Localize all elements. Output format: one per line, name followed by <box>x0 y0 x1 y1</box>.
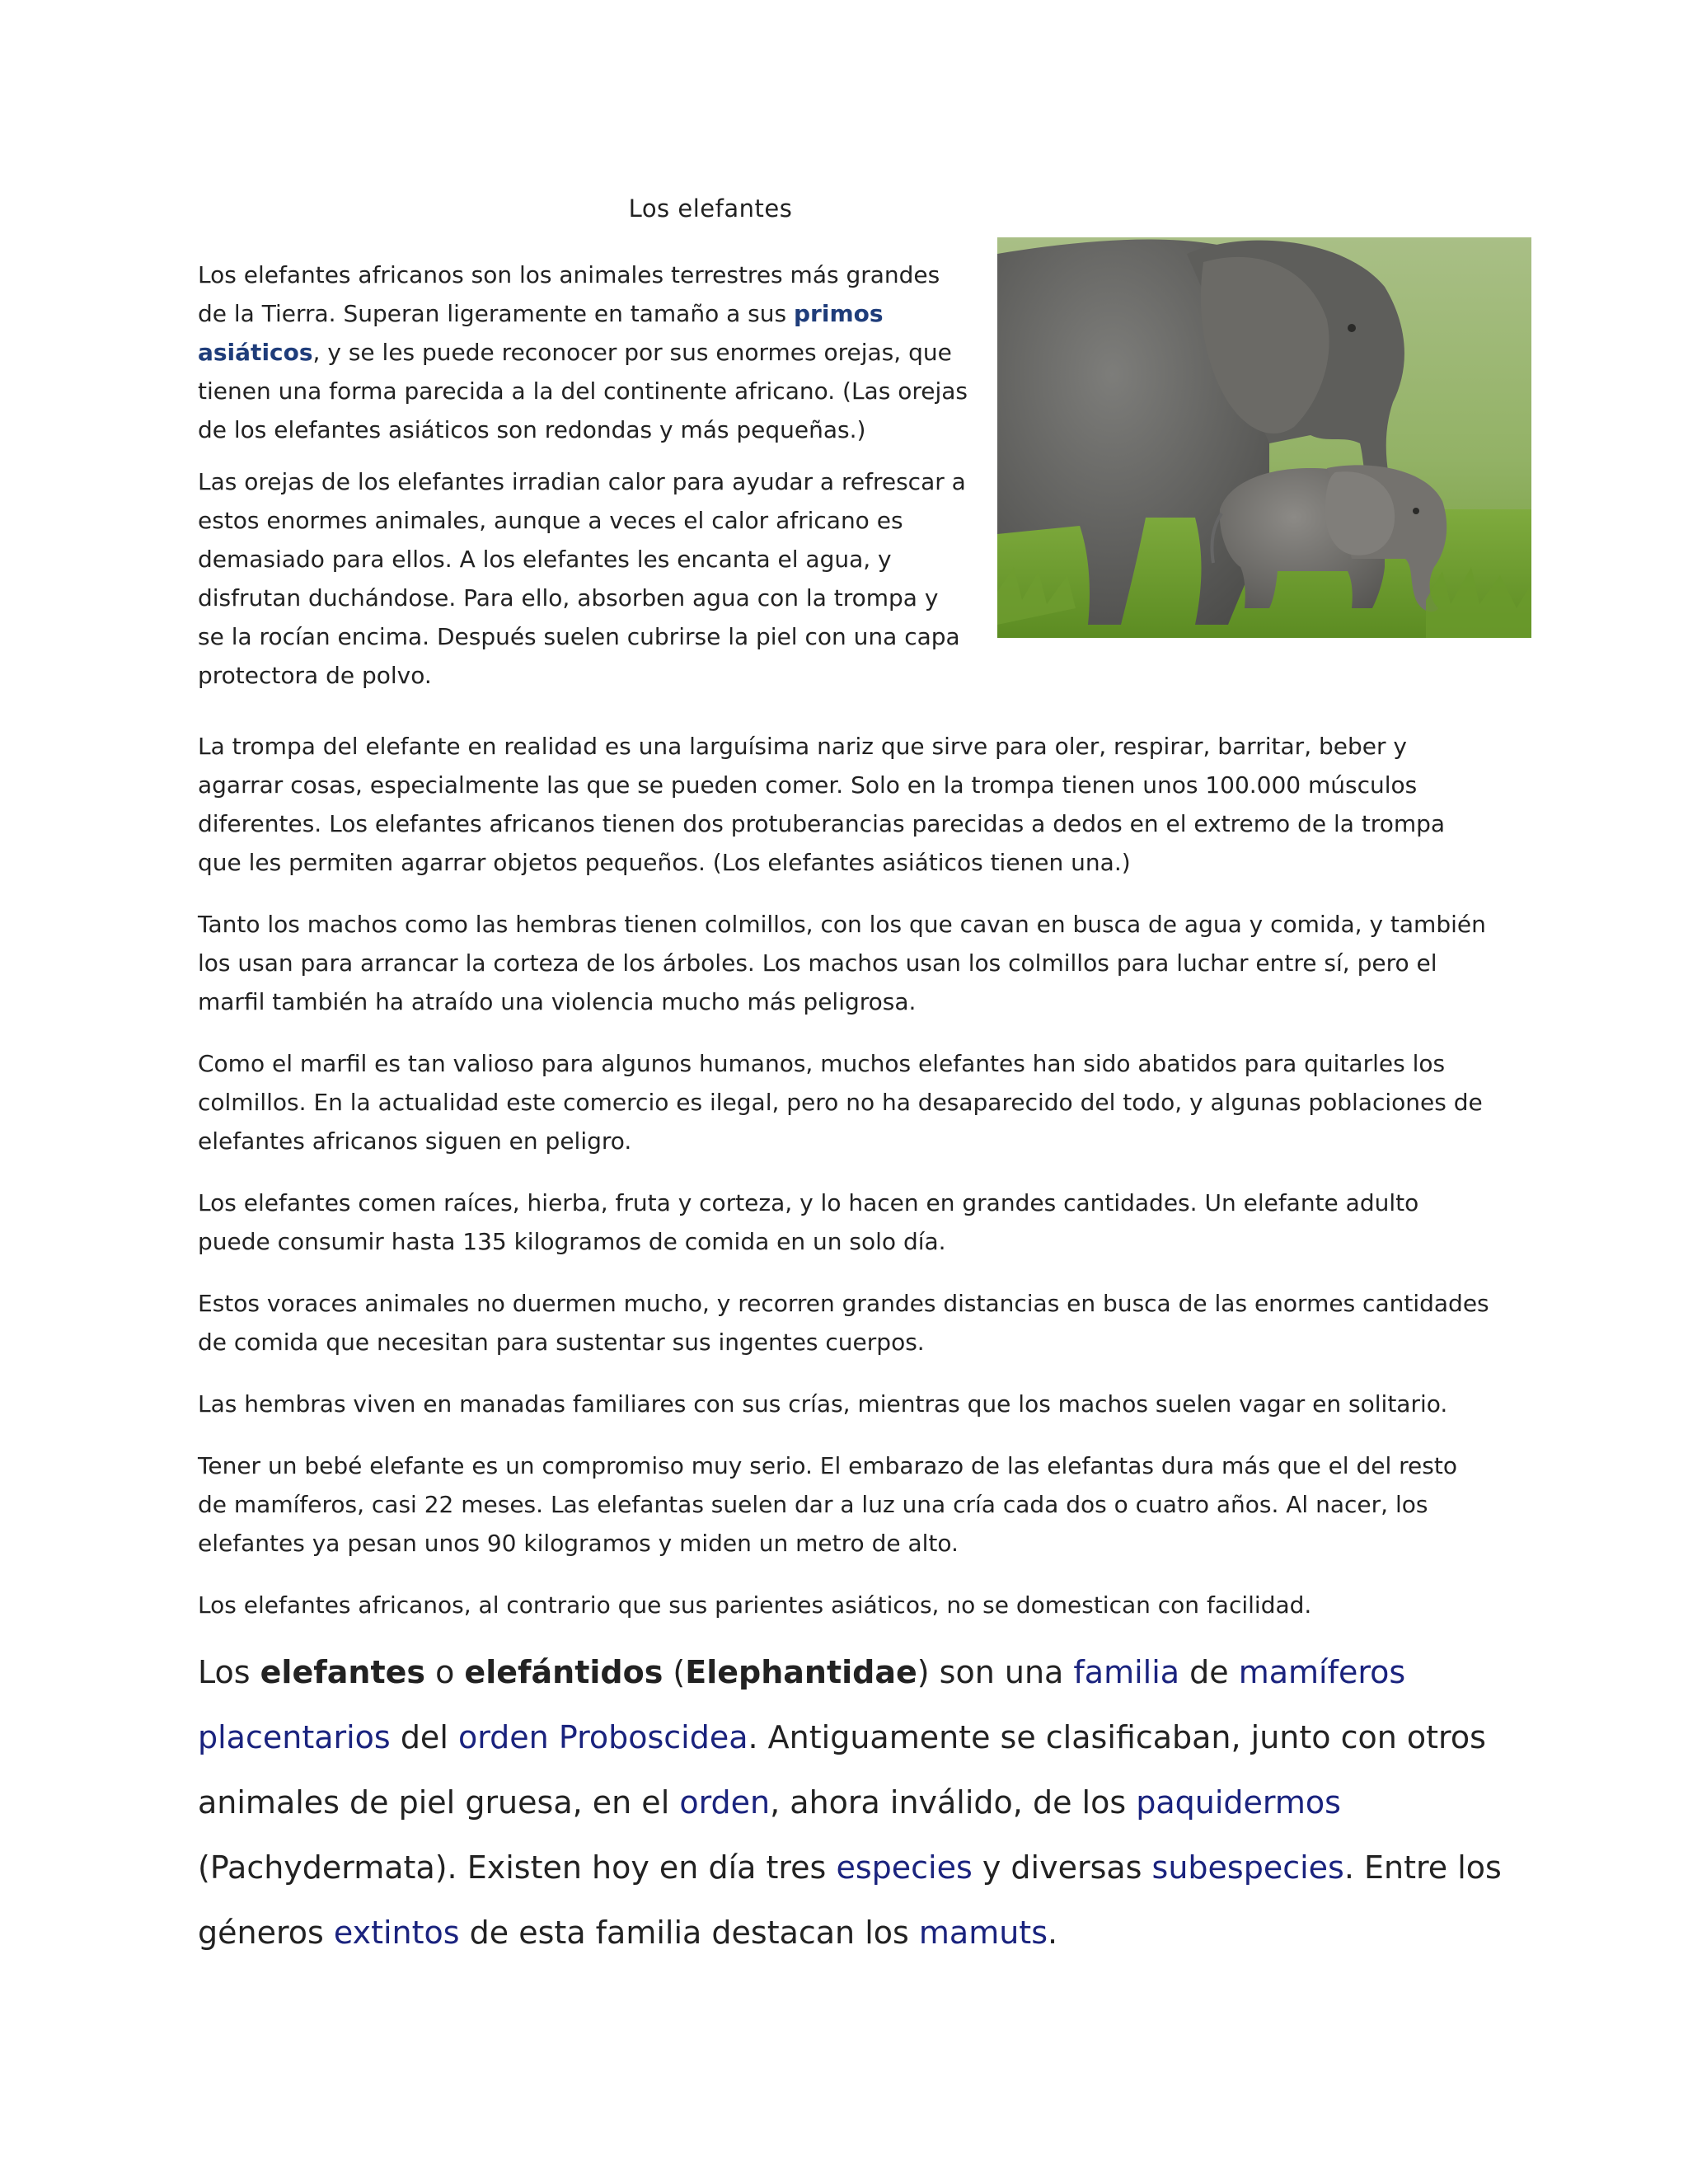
link-paquidermos[interactable]: paquidermos <box>1136 1784 1341 1821</box>
big-text: ( <box>663 1654 686 1690</box>
paragraph-7: Estos voraces animales no duermen mucho, y recorren grandes distancias en busca de las enormes cantidades de comida que necesitan para sustentar sus ingentes cuerpos. <box>198 1290 1489 1356</box>
paragraph-5: Como el marfil es tan valioso para algunos humanos, muchos elefantes han sido abatidos para quitarles los colmillos. En la actualidad este comercio es ilegal, pero no ha desaparecido del todo, y algunas poblaciones de elefantes africanos siguen en peligro. <box>198 1050 1483 1155</box>
big-text: (Pachydermata). Existen hoy en día tres <box>198 1849 837 1886</box>
big-text: de <box>1179 1654 1239 1690</box>
link-mamuts[interactable]: mamuts <box>918 1915 1048 1951</box>
paragraph-10: Los elefantes africanos, al contrario que sus parientes asiáticos, no se domestican con facilidad. <box>198 1591 1312 1619</box>
link-orden[interactable]: orden <box>679 1784 771 1821</box>
big-text: ) son una <box>917 1654 1074 1690</box>
elephant-photo <box>997 237 1531 638</box>
link-mamiferos-placentarios[interactable]: mamíferos placentarios <box>198 1654 1406 1755</box>
bold-elephantidae: Elephantidae <box>685 1654 917 1690</box>
link-especies[interactable]: especies <box>836 1849 973 1886</box>
link-primos-asiaticos[interactable]: primos asiáticos <box>198 300 884 366</box>
link-familia[interactable]: familia <box>1073 1654 1180 1690</box>
big-text: de esta familia destacan los <box>459 1915 919 1951</box>
paragraph-1-text-b: , y se les puede reconocer por sus enormes orejas, que tienen una forma parecida a la del continente africano. (Las orejas de los elefantes asiáticos son redondas y más pequeñas.) <box>198 339 968 443</box>
link-extintos[interactable]: extintos <box>333 1915 460 1951</box>
left-column <box>198 255 968 695</box>
paragraph-8: Las hembras viven en manadas familiares con sus crías, mientras que los machos suelen vagar en solitario. <box>198 1390 1448 1418</box>
paragraph-9: Tener un bebé elefante es un compromiso muy serio. El embarazo de las elefantas dura más que el del resto de mamíferos, casi 22 meses. Las elefantas suelen dar a luz una cría cada dos o cuatro años. Al nacer, los elefantes ya pesan unos 90 kilogramos y miden un metro de alto. <box>198 1452 1457 1557</box>
link-orden-proboscidea[interactable]: orden Proboscidea <box>457 1719 748 1755</box>
big-text: y diversas <box>972 1849 1152 1886</box>
paragraph-6: Los elefantes comen raíces, hierba, fruta y corteza, y lo hacen en grandes cantidades. Un elefante adulto puede consumir hasta 135 kilogramos de comida en un solo día. <box>198 1189 1419 1255</box>
big-text: . Antiguamente se clasificaban, junto con otros animales de piel gruesa, en el <box>198 1719 1486 1821</box>
big-text: o <box>425 1654 465 1690</box>
paragraph-1-text-a: Los elefantes africanos son los animales terrestres más grandes de la Tierra. Superan ligeramente en tamaño a sus <box>198 261 940 327</box>
paragraph-3: La trompa del elefante en realidad es una larguísima nariz que sirve para oler, respirar, barritar, beber y agarrar cosas, especialmente las que se pueden comer. Solo en la trompa tienen unos 100.000 músculos diferentes. Los elefantes africanos tienen dos protuberancias parecidas a dedos en el extremo de la trompa que les permiten agarrar objetos pequeños. (Los elefantes asiáticos tienen una.) <box>198 733 1446 876</box>
big-text: , ahora inválido, de los <box>770 1784 1137 1821</box>
big-text: Los <box>198 1654 260 1690</box>
body-text <box>198 727 1492 1624</box>
bold-elefantes: elefantes <box>260 1654 425 1690</box>
document-title: Los elefantes <box>628 194 793 223</box>
wiki-paragraph <box>198 1640 1517 1966</box>
link-subespecies[interactable]: subespecies <box>1151 1849 1344 1886</box>
paragraph-1 <box>198 255 968 449</box>
bold-elefantidos: elefántidos <box>464 1654 663 1690</box>
big-text: . Entre los géneros <box>198 1849 1502 1951</box>
elephant-image <box>997 237 1531 638</box>
paragraph-2: Las orejas de los elefantes irradian calor para ayudar a refrescar a estos enormes animales, aunque a veces el calor africano es demasiado para ellos. A los elefantes les encanta el agua, y disfrutan duchándose. Para ello, absorben agua con la trompa y se la rocían encima. Después suelen cubrirse la piel con una capa protectora de polvo. <box>198 468 966 689</box>
big-text: . <box>1048 1915 1058 1951</box>
big-text: del <box>390 1719 458 1755</box>
paragraph-4: Tanto los machos como las hembras tienen colmillos, con los que cavan en busca de agua y comida, y también los usan para arrancar la corteza de los árboles. Los machos usan los colmillos para luchar entre sí, pero el marfil también ha atraído una violencia mucho más peligrosa. <box>198 911 1486 1015</box>
